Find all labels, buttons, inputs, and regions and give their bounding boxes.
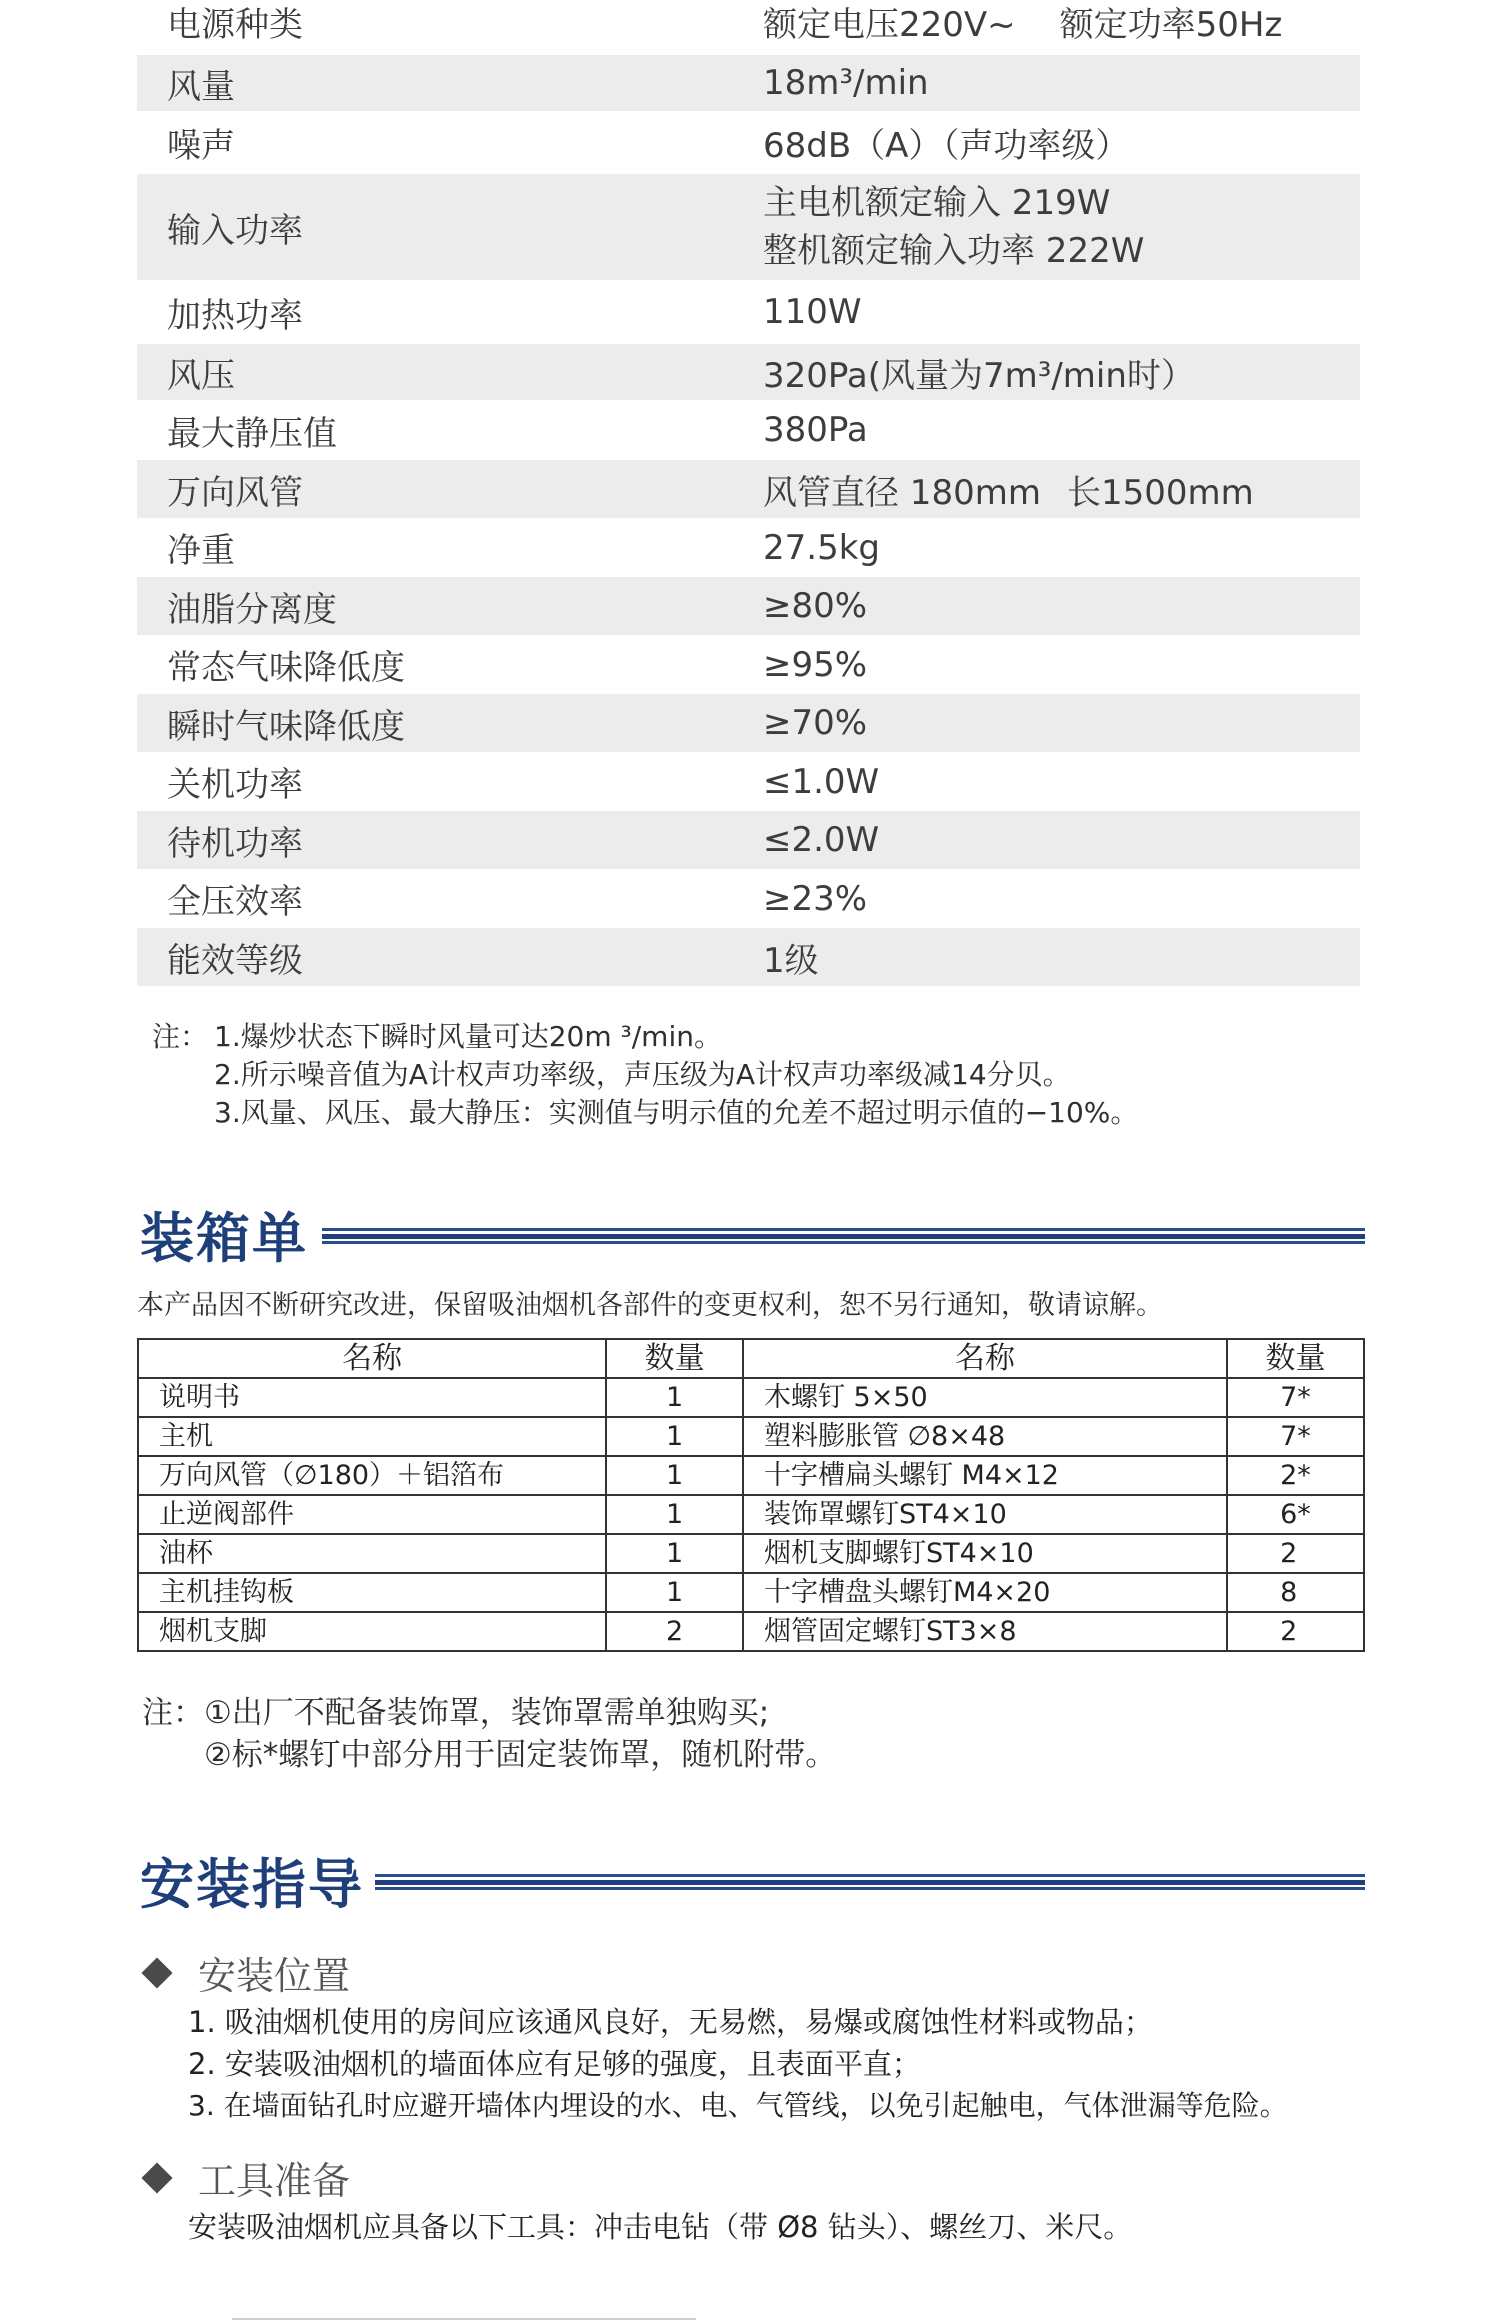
- spec-label: 油脂分离度: [167, 589, 337, 630]
- install-tools-label: 工具准备: [198, 2159, 351, 2203]
- spec-label: 输入功率: [167, 210, 303, 251]
- item-name: 烟管固定螺钉ST3×8: [743, 1612, 1227, 1651]
- install-tools-heading: [140, 2150, 350, 2205]
- install-position-heading: [140, 1945, 350, 2000]
- item-name: 装饰罩螺钉ST4×10: [743, 1495, 1227, 1534]
- spec-label: 万向风管: [167, 472, 303, 513]
- spec-label: 最大静压值: [167, 413, 337, 454]
- item-qty: 1: [606, 1573, 743, 1612]
- spec-row: [137, 111, 1360, 174]
- spec-label: 瞬时气味降低度: [167, 706, 405, 747]
- spec-value-part: 风管直径 180mm: [763, 472, 1041, 513]
- spec-value: ≥95%: [763, 644, 868, 685]
- item-name: 万向风管（∅180）＋铝箔布: [138, 1456, 606, 1495]
- spec-value: 18m³/min: [763, 63, 929, 103]
- spec-row: [137, 0, 1360, 45]
- spec-value: 68dB（A）（声功率级）: [763, 126, 1130, 166]
- spec-value-part: 额定功率50Hz: [1059, 4, 1283, 45]
- divider: [232, 2318, 696, 2320]
- packing-table: [137, 1338, 1365, 1652]
- item-qty: 1: [606, 1456, 743, 1495]
- spec-value: ≥80%: [763, 586, 868, 626]
- spec-label: 能效等级: [167, 940, 303, 981]
- spec-row: [137, 460, 1360, 518]
- spec-row: [137, 928, 1360, 986]
- item-name: 塑料膨胀管 ∅8×48: [743, 1417, 1227, 1456]
- packing-title: 装箱单: [140, 1207, 308, 1270]
- item-qty: 2: [1227, 1612, 1364, 1651]
- spec-label: 噪声: [167, 126, 235, 166]
- item-qty: 1: [606, 1378, 743, 1417]
- spec-label: 加热功率: [167, 295, 303, 336]
- spec-value: 110W: [763, 292, 862, 332]
- spec-value: ≥70%: [763, 703, 868, 743]
- item-name: 油杯: [138, 1534, 606, 1573]
- spec-label: 净重: [167, 531, 235, 571]
- packing-intro: 本产品因不断研究改进，保留吸油烟机各部件的变更权利，恕不另行通知，敬请谅解。: [137, 1290, 1163, 1321]
- item-name: 十字槽扁头螺钉 M4×12: [743, 1456, 1227, 1495]
- install-position-label: 安装位置: [198, 1954, 351, 1998]
- item-qty: 2*: [1227, 1456, 1364, 1495]
- table-row: [138, 1417, 1364, 1456]
- spec-value: ≤2.0W: [763, 820, 880, 860]
- table-row: [138, 1573, 1364, 1612]
- col-header-name: 名称: [743, 1339, 1227, 1378]
- spec-value: ≤1.0W: [763, 761, 880, 802]
- spec-row: [137, 280, 1360, 344]
- spec-label: 关机功率: [167, 765, 303, 805]
- col-header-qty: 数量: [1227, 1339, 1364, 1378]
- table-row: [138, 1534, 1364, 1573]
- spec-notes: [152, 1018, 1352, 1138]
- item-qty: 1: [606, 1495, 743, 1534]
- table-row: [138, 1456, 1364, 1495]
- spec-note-item: 2.所示噪音值为A计权声功率级，声压级为A计权声功率级减14分贝。: [214, 1058, 1071, 1091]
- item-qty: 2: [606, 1612, 743, 1651]
- list-item: 3. 在墙面钻孔时应避开墙体内埋设的水、电、气管线，以免引起触电，气体泄漏等危险。: [188, 2089, 1288, 2122]
- diamond-bullet-icon: [141, 1957, 172, 1988]
- spec-label: 风压: [167, 355, 235, 396]
- spec-row: [137, 811, 1360, 869]
- item-name: 烟机支脚螺钉ST4×10: [743, 1534, 1227, 1573]
- spec-value: 380Pa: [763, 410, 868, 450]
- spec-label: 电源种类: [167, 4, 303, 45]
- spec-value-line: 整机额定输入功率 222W: [763, 231, 1145, 271]
- spec-value: 320Pa(风量为7m³/min时）: [763, 355, 1195, 396]
- table-row: [138, 1378, 1364, 1417]
- spec-row: [137, 174, 1360, 280]
- list-item: 2. 安装吸油烟机的墙面体应有足够的强度，且表面平直；: [188, 2047, 921, 2081]
- item-qty: 2: [1227, 1534, 1364, 1573]
- item-qty: 1: [606, 1417, 743, 1456]
- col-header-qty: 数量: [606, 1339, 743, 1378]
- install-title-rule: [375, 1874, 1365, 1890]
- spec-value-part: 额定电压220V~: [763, 4, 1016, 45]
- spec-row: [137, 752, 1360, 811]
- spec-notes-label: 注：: [152, 1020, 209, 1053]
- spec-row: [137, 635, 1360, 694]
- spec-label: 全压效率: [167, 882, 303, 922]
- spec-value-part: 长1500mm: [1066, 472, 1254, 513]
- item-name: 主机: [138, 1417, 606, 1456]
- list-item: 1. 吸油烟机使用的房间应该通风良好，无易燃，易爆或腐蚀性材料或物品；: [188, 2005, 1153, 2039]
- spec-value-line: 主电机额定输入 219W: [763, 183, 1111, 223]
- packing-title-rule: [322, 1228, 1365, 1244]
- spec-value: 1级: [763, 940, 819, 981]
- spec-row: [137, 694, 1360, 752]
- item-qty: 8: [1227, 1573, 1364, 1612]
- spec-row: [137, 400, 1360, 460]
- spec-value: [763, 179, 1360, 275]
- table-row: [138, 1495, 1364, 1534]
- packing-header-row: [138, 1339, 1364, 1378]
- packing-note-item: ①出厂不配备装饰罩，装饰罩需单独购买;: [204, 1695, 770, 1731]
- item-name: 止逆阀部件: [138, 1495, 606, 1534]
- item-qty: 6*: [1227, 1495, 1364, 1534]
- spec-value: 27.5kg: [763, 527, 880, 568]
- install-position-list: [188, 2001, 1368, 2127]
- spec-note-item: 3.风量、风压、最大静压：实测值与明示值的允差不超过明示值的−10%。: [214, 1096, 1139, 1129]
- spec-value: [763, 465, 1360, 514]
- packing-notes-label: 注：: [142, 1695, 204, 1731]
- spec-value: [763, 0, 1360, 46]
- spec-note-item: 1.爆炒状态下瞬时风量可达20m ³/min。: [214, 1020, 722, 1053]
- item-name: 十字槽盘头螺钉M4×20: [743, 1573, 1227, 1612]
- spec-row: [137, 55, 1360, 111]
- item-name: 说明书: [138, 1378, 606, 1417]
- spec-label: 风量: [167, 66, 235, 107]
- item-name: 木螺钉 5×50: [743, 1378, 1227, 1417]
- spec-row: [137, 577, 1360, 635]
- item-qty: 7*: [1227, 1378, 1364, 1417]
- install-tools-text: 安装吸油烟机应具备以下工具：冲击电钻（带 Ø8 钻头）、螺丝刀、米尺。: [188, 2210, 1133, 2244]
- item-name: 主机挂钩板: [138, 1573, 606, 1612]
- item-qty: 1: [606, 1534, 743, 1573]
- diamond-bullet-icon: [141, 2162, 172, 2193]
- packing-note-item: ②标*螺钉中部分用于固定装饰罩，随机附带。: [204, 1737, 837, 1773]
- item-name: 烟机支脚: [138, 1612, 606, 1651]
- item-qty: 7*: [1227, 1417, 1364, 1456]
- col-header-name: 名称: [138, 1339, 606, 1378]
- spec-value: ≥23%: [763, 878, 868, 919]
- spec-table: [137, 0, 1360, 986]
- packing-notes: [142, 1692, 1342, 1782]
- spec-label: 待机功率: [167, 823, 303, 864]
- spec-row: [137, 344, 1360, 400]
- install-title: 安装指导: [140, 1853, 364, 1916]
- spec-label: 常态气味降低度: [167, 648, 405, 688]
- spec-row: [137, 518, 1360, 577]
- table-row: [138, 1612, 1364, 1651]
- spec-row: [137, 869, 1360, 928]
